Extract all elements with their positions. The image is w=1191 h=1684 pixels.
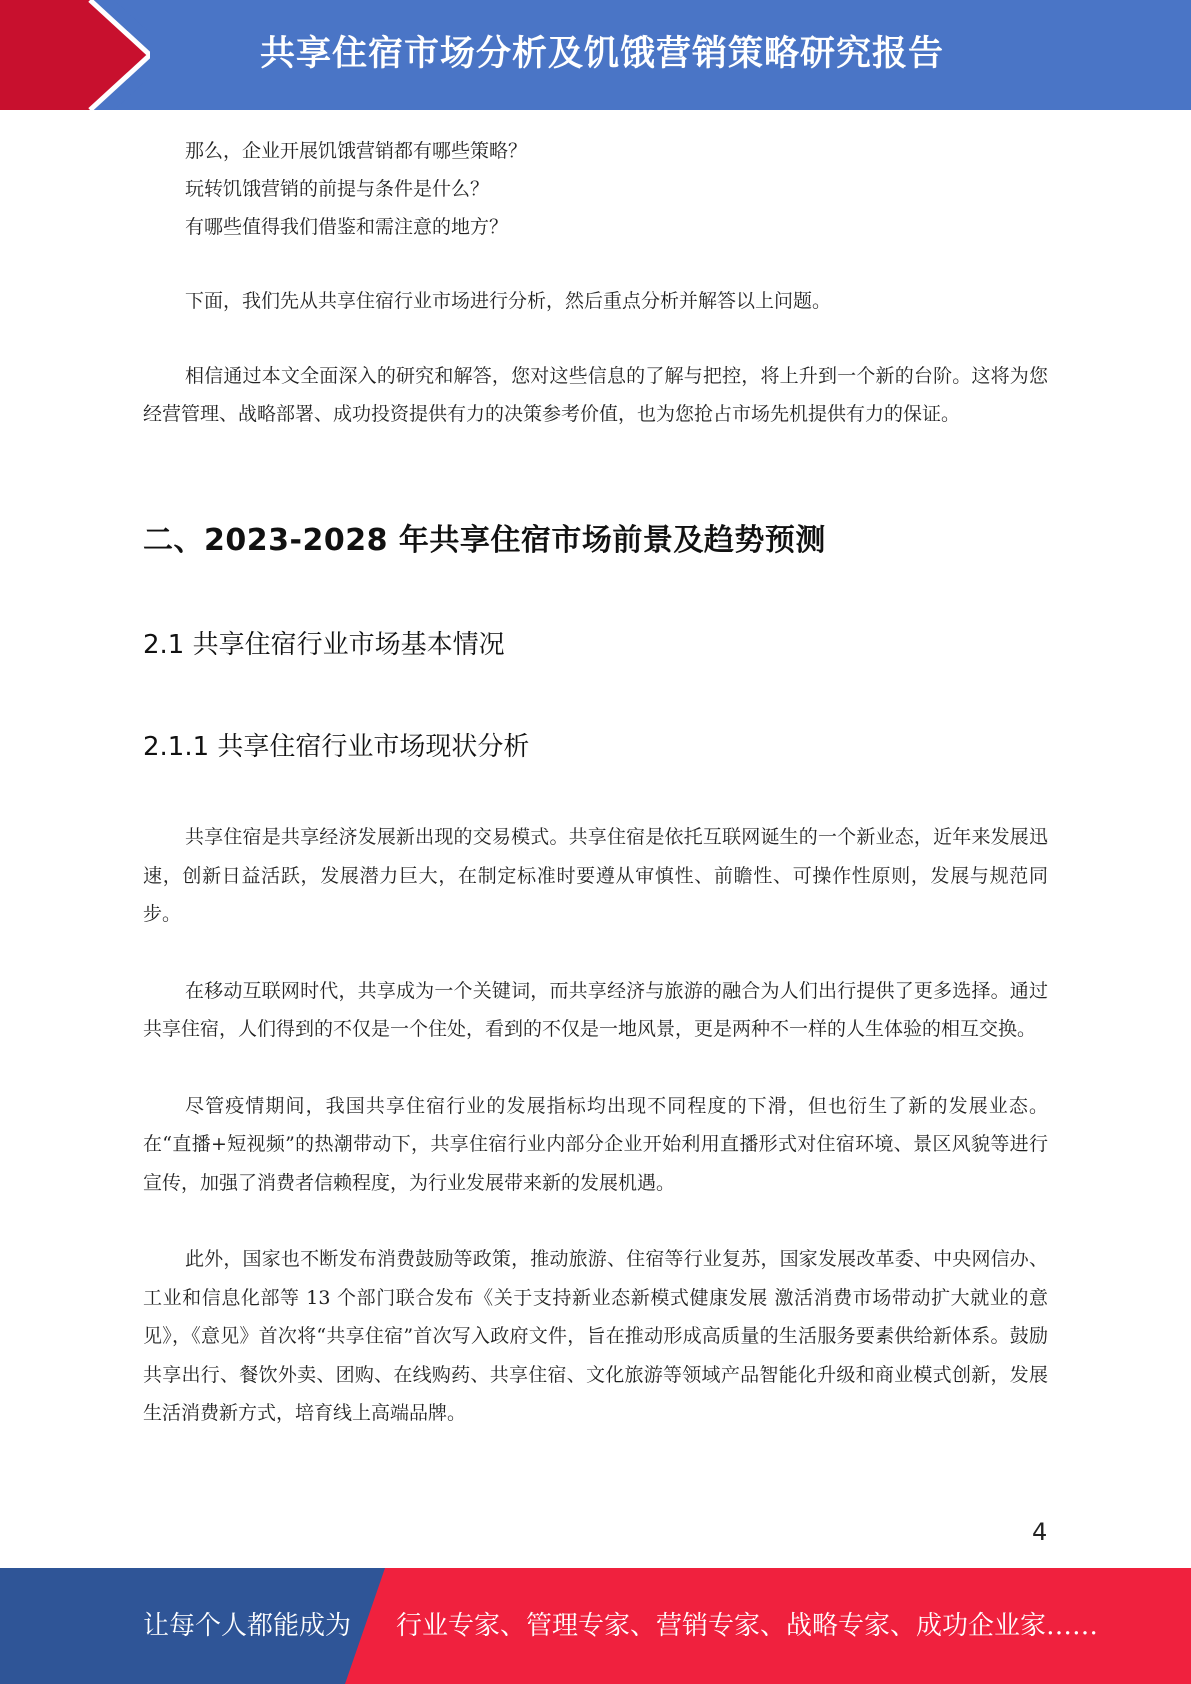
intro-section <box>143 132 1048 434</box>
header-banner <box>0 0 1191 110</box>
report-title: 共享住宿市场分析及饥饿营销策略研究报告 <box>260 34 945 74</box>
subsubsection-heading: 2.1.1 共享住宿行业市场现状分析 <box>143 732 530 762</box>
body-paragraph-1: 共享住宿是共享经济发展新出现的交易模式。共享住宿是依托互联网诞生的一个新业态，近年来发展迅速，创新日益活跃，发展潜力巨大，在制定标准时要遵从审慎性、前瞻性、可操作性原则，发展与规范同步。 <box>143 826 1048 925</box>
subsection-heading: 2.1 共享住宿行业市场基本情况 <box>143 630 505 660</box>
question-2: 玩转饥饿营销的前提与条件是什么？ <box>185 178 490 200</box>
footer-slogan-right: 行业专家、管理专家、营销专家、战略专家、成功企业家…… <box>396 1611 1099 1641</box>
analysis-body <box>143 818 1048 1433</box>
header-red-chevron <box>0 0 150 110</box>
intro-paragraph-1: 下面，我们先从共享住宿行业市场进行分析，然后重点分析并解答以上问题。 <box>185 290 832 312</box>
question-3: 有哪些值得我们借鉴和需注意的地方？ <box>185 216 509 238</box>
body-paragraph-2: 在移动互联网时代，共享成为一个关键词，而共享经济与旅游的融合为人们出行提供了更多选择。通过共享住宿，人们得到的不仅是一个住处，看到的不仅是一地风景，更是两种不一样的人生体验的相互交换。 <box>143 979 1048 1040</box>
footer-slogan-left: 让每个人都能成为 <box>143 1611 352 1641</box>
intro-paragraph-2: 相信通过本文全面深入的研究和解答，您对这些信息的了解与把控，将上升到一个新的台阶。这将为您经营管理、战略部署、成功投资提供有力的决策参考价值，也为您抢占市场先机提供有力的保证。 <box>143 364 1048 425</box>
body-paragraph-4: 此外，国家也不断发布消费鼓励等政策，推动旅游、住宿等行业复苏，国家发展改革委、中央网信办、工业和信息化部等 13 个部门联合发布《关于支持新业态新模式健康发展 激活消费市场带动扩大就业的意见》，《意见》首次将“共享住宿”首次写入政府文件，旨在推动形成高质量的生活服务要素供给新体系。鼓励共享出行、餐饮外卖、团购、在线购药、共享住宿、文化旅游等领域产品智能化升级和商业模式创新，发展生活消费新方式，培育线上高端品牌。 <box>143 1248 1048 1424</box>
page-number: 4 <box>1032 1518 1048 1546</box>
question-1: 那么，企业开展饥饿营销都有哪些策略？ <box>185 140 528 162</box>
body-paragraph-3: 尽管疫情期间，我国共享住宿行业的发展指标均出现不同程度的下滑，但也衍生了新的发展业态。在“直播+短视频”的热潮带动下，共享住宿行业内部分企业开始利用直播形式对住宿环境、景区风貌等进行宣传，加强了消费者信赖程度，为行业发展带来新的发展机遇。 <box>143 1094 1048 1194</box>
section-heading: 二、2023-2028 年共享住宿市场前景及趋势预测 <box>143 523 826 558</box>
footer-banner <box>0 1568 1191 1684</box>
